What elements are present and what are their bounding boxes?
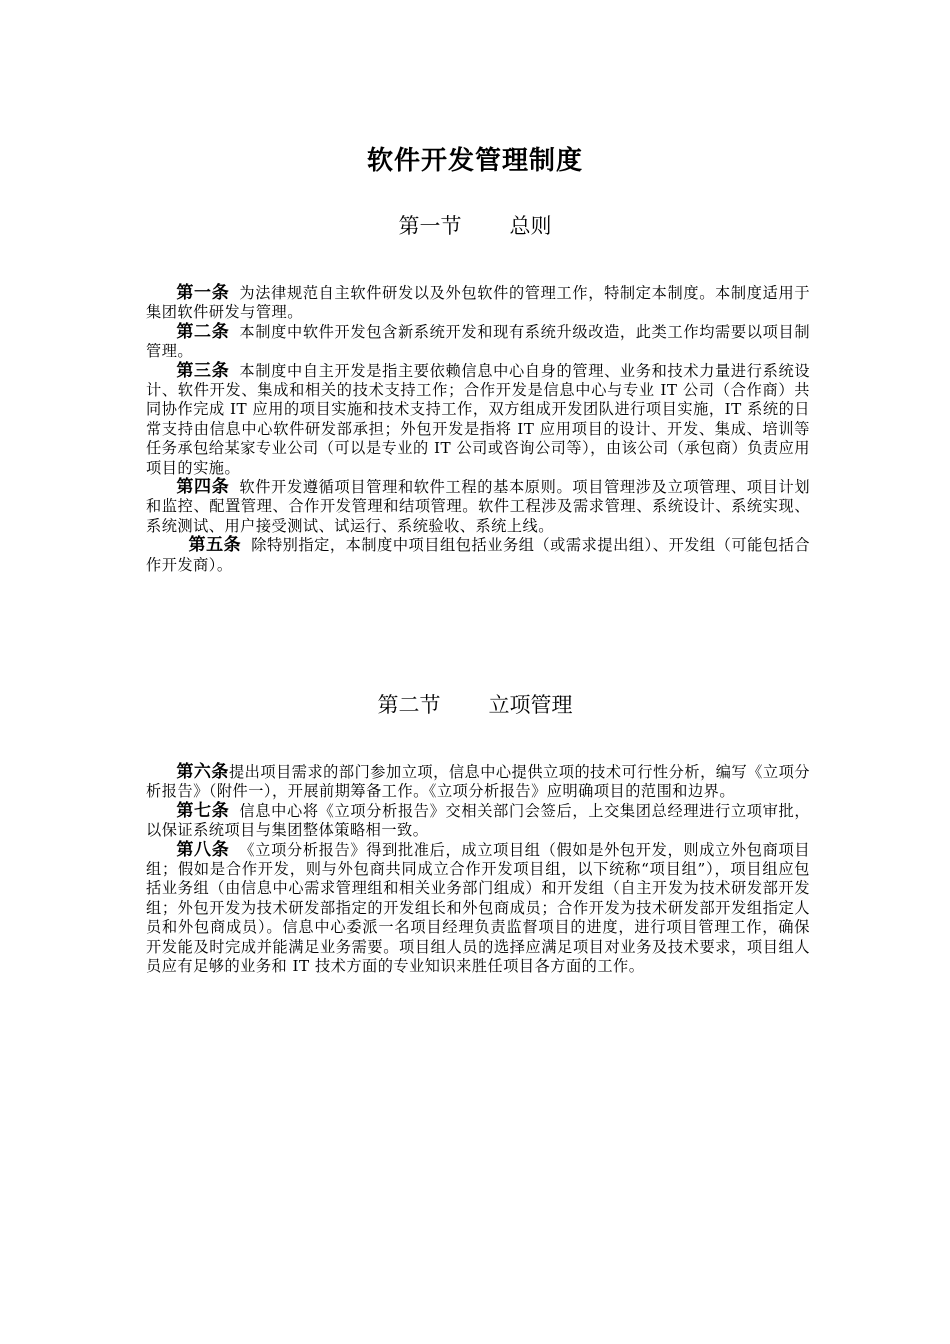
article-text: 《立项分析报告》得到批准后，成立项目组（假如是外包开发，则成立外包商项目组；假如是合作开发，则与外包商共同成立合作开发项目组，以下统称“项目组”），项目组应包括业务组（由信息中心需求管理组和相关业务部门组成）和开发组（自主开发为技术研发部开发组；外包开发为技术研发部指定的开发组长和外包商成员；合作开发为技术研发部开发组指定人员和外包商成员）。信息中心委派一名项目经理负责监督项目的进度，进行项目管理工作，确保开发能及时完成并能满足业务需要。项目组人员的选择应满足项目对业务及技术要求，项目组人员应有足够的业务和 IT 技术方面的专业知识来胜任项目各方面的工作。 <box>146 840 811 976</box>
article-label: 第七条 <box>176 800 230 821</box>
article-label: 第三条 <box>176 360 230 381</box>
article-6 <box>146 763 810 802</box>
section-heading-project-initiation <box>0 690 950 720</box>
article-1 <box>146 284 810 323</box>
article-text: 为法律规范自主软件研发以及外包软件的管理工作，特制定本制度。本制度适用于集团软件研发与管理。 <box>146 284 811 322</box>
article-label: 第五条 <box>188 535 242 556</box>
article-7 <box>146 802 810 841</box>
article-text: 软件开发遵循项目管理和软件工程的基本原则。项目管理涉及立项管理、项目计划和监控、配置管理、合作开发管理和结项管理。软件工程涉及需求管理、系统设计、系统实现、系统测试、用户接受测试、试运行、系统验收、系统上线。 <box>146 478 811 535</box>
article-label: 第四条 <box>176 477 230 498</box>
section-number: 第二节 <box>377 693 441 717</box>
article-text: 信息中心将《立项分析报告》交相关部门会签后，上交集团总经理进行立项审批，以保证系统项目与集团整体策略相一致。 <box>146 801 811 840</box>
section-name: 立项管理 <box>488 693 573 717</box>
article-4 <box>146 478 810 536</box>
article-text: 本制度中自主开发是指主要依赖信息中心自身的管理、业务和技术力量进行系统设计、软件开发、集成和相关的技术支持工作；合作开发是信息中心与专业 IT 公司（合作商）共同协作完成 IT 应用的项目实施和技术支持工作，双方组成开发团队进行项目实施，IT 系统的日常支持由信息中心软件研发部承担；外包开发是指将 IT 应用项目的设计、开发、集成、培训等任务承包给某家专业公司（可以是专业的 IT 公司或咨询公司等），由该公司（承包商）负责应用项目的实施。 <box>146 361 811 477</box>
article-label: 第一条 <box>176 283 230 303</box>
article-3 <box>146 362 810 478</box>
section-heading-general <box>0 211 950 241</box>
article-2 <box>146 323 810 362</box>
section-body-project-initiation <box>146 763 810 976</box>
section-body-general <box>146 284 810 575</box>
article-text: 本制度中软件开发包含新系统开发和现有系统升级改造，此类工作均需要以项目制管理。 <box>146 322 811 361</box>
article-text: 提出项目需求的部门参加立项，信息中心提供立项的技术可行性分析，编写《立项分析报告》（附件一），开展前期筹备工作。《立项分析报告》应明确项目的范围和边界。 <box>146 763 811 801</box>
section-name: 总则 <box>509 214 552 238</box>
article-8 <box>146 841 810 977</box>
document-title: 软件开发管理制度 <box>366 146 583 176</box>
article-label: 第六条 <box>176 762 229 782</box>
section-number: 第一节 <box>398 214 462 238</box>
article-label: 第二条 <box>176 321 230 342</box>
article-label: 第八条 <box>176 839 230 860</box>
article-text: 除特别指定，本制度中项目组包括业务组（或需求提出组）、开发组（可能包括合作开发商）。 <box>146 536 811 574</box>
article-5 <box>146 536 810 575</box>
